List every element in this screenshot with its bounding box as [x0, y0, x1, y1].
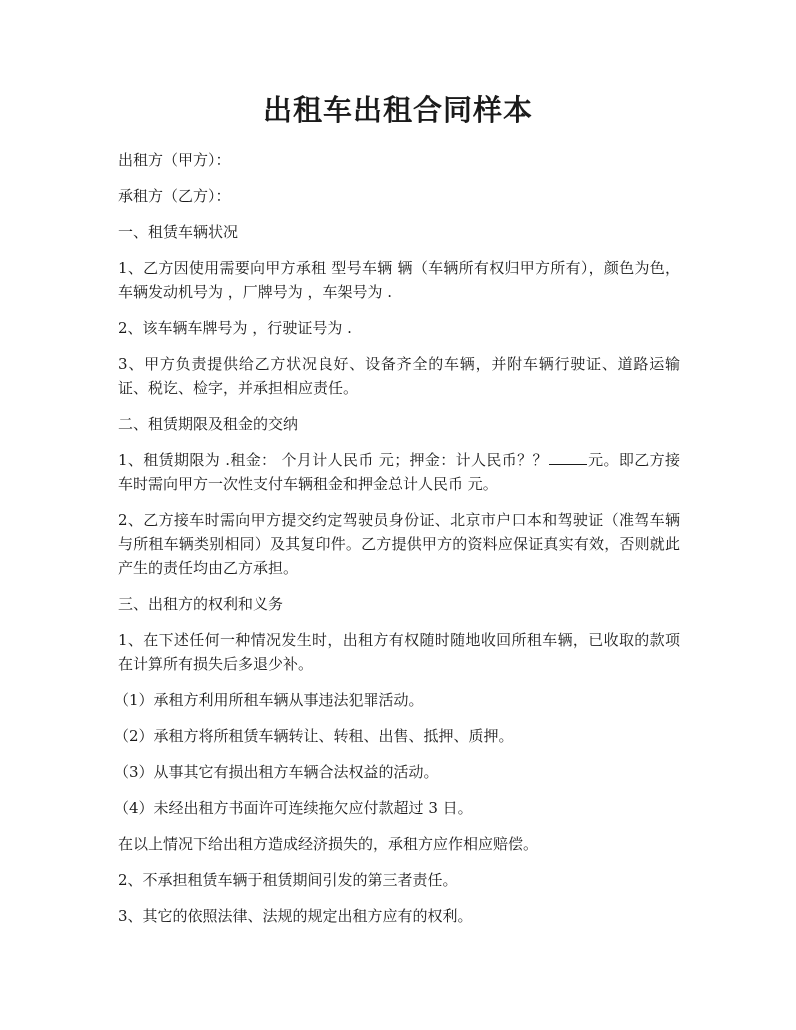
section-1-paragraph-1: 1、乙方因使用需要向甲方承租 型号车辆 辆（车辆所有权归甲方所有），颜色为色，车辆发动机号为 ，厂牌号为 ，车架号为 . [118, 259, 680, 301]
section-2-paragraph-1 [118, 448, 680, 496]
deposit-blank-line [549, 448, 587, 465]
section-1-heading: 一、租赁车辆状况 [118, 223, 239, 241]
section-2-heading: 二、租赁期限及租金的交纳 [118, 415, 299, 433]
section-3-paragraph-2: 2、不承担租赁车辆于租赁期间引发的第三者责任。 [118, 871, 458, 889]
section-2-paragraph-1-part-a: 1、租赁期限为 .租金： 个月计人民币 元；押金：计人民币？？ [118, 451, 548, 469]
section-1-paragraph-2: 2、该车辆车牌号为 ，行驶证号为 . [118, 319, 352, 337]
document-title: 出租车出租合同样本 [262, 93, 533, 127]
section-3-heading: 三、出租方的权利和义务 [118, 595, 284, 613]
section-2-paragraph-1-part-b: 元。即乙方接车时需向甲方一次性支付车辆租金和押金总计人民币 元。 [118, 451, 680, 493]
section-3-item-3: （3）从事其它有损出租方车辆合法权益的活动。 [114, 763, 439, 781]
section-3-paragraph-1: 1、在下述任何一种情况发生时，出租方有权随时随地收回所租车辆，已收取的款项在计算所有损失后多退少补。 [118, 631, 680, 673]
document-body [114, 148, 680, 940]
section-3-compensation: 在以上情况下给出租方造成经济损失的，承租方应作相应赔偿。 [118, 835, 539, 853]
section-1-paragraph-3: 3、甲方负责提供给乙方状况良好、设备齐全的车辆，并附车辆行驶证、道路运输证、税讫、检字，并承担相应责任。 [118, 355, 680, 397]
section-2-paragraph-2: 2、乙方接车时需向甲方提交约定驾驶员身份证、北京市户口本和驾驶证（准驾车辆与所租车辆类别相同）及其复印件。乙方提供甲方的资料应保证真实有效，否则就此产生的责任均由乙方承担。 [118, 511, 680, 577]
section-3-item-1: （1）承租方利用所租车辆从事违法犯罪活动。 [114, 691, 424, 709]
section-3-item-4: （4）未经出租方书面许可连续拖欠应付款超过 3 日。 [114, 799, 473, 817]
section-3-paragraph-3: 3、其它的依照法律、法规的规定出租方应有的权利。 [118, 907, 473, 925]
section-3-item-2: （2）承租方将所租赁车辆转让、转租、出售、抵押、质押。 [114, 727, 514, 745]
lessee-line: 承租方（乙方）： [118, 187, 231, 205]
lessor-line: 出租方（甲方）： [118, 151, 231, 169]
